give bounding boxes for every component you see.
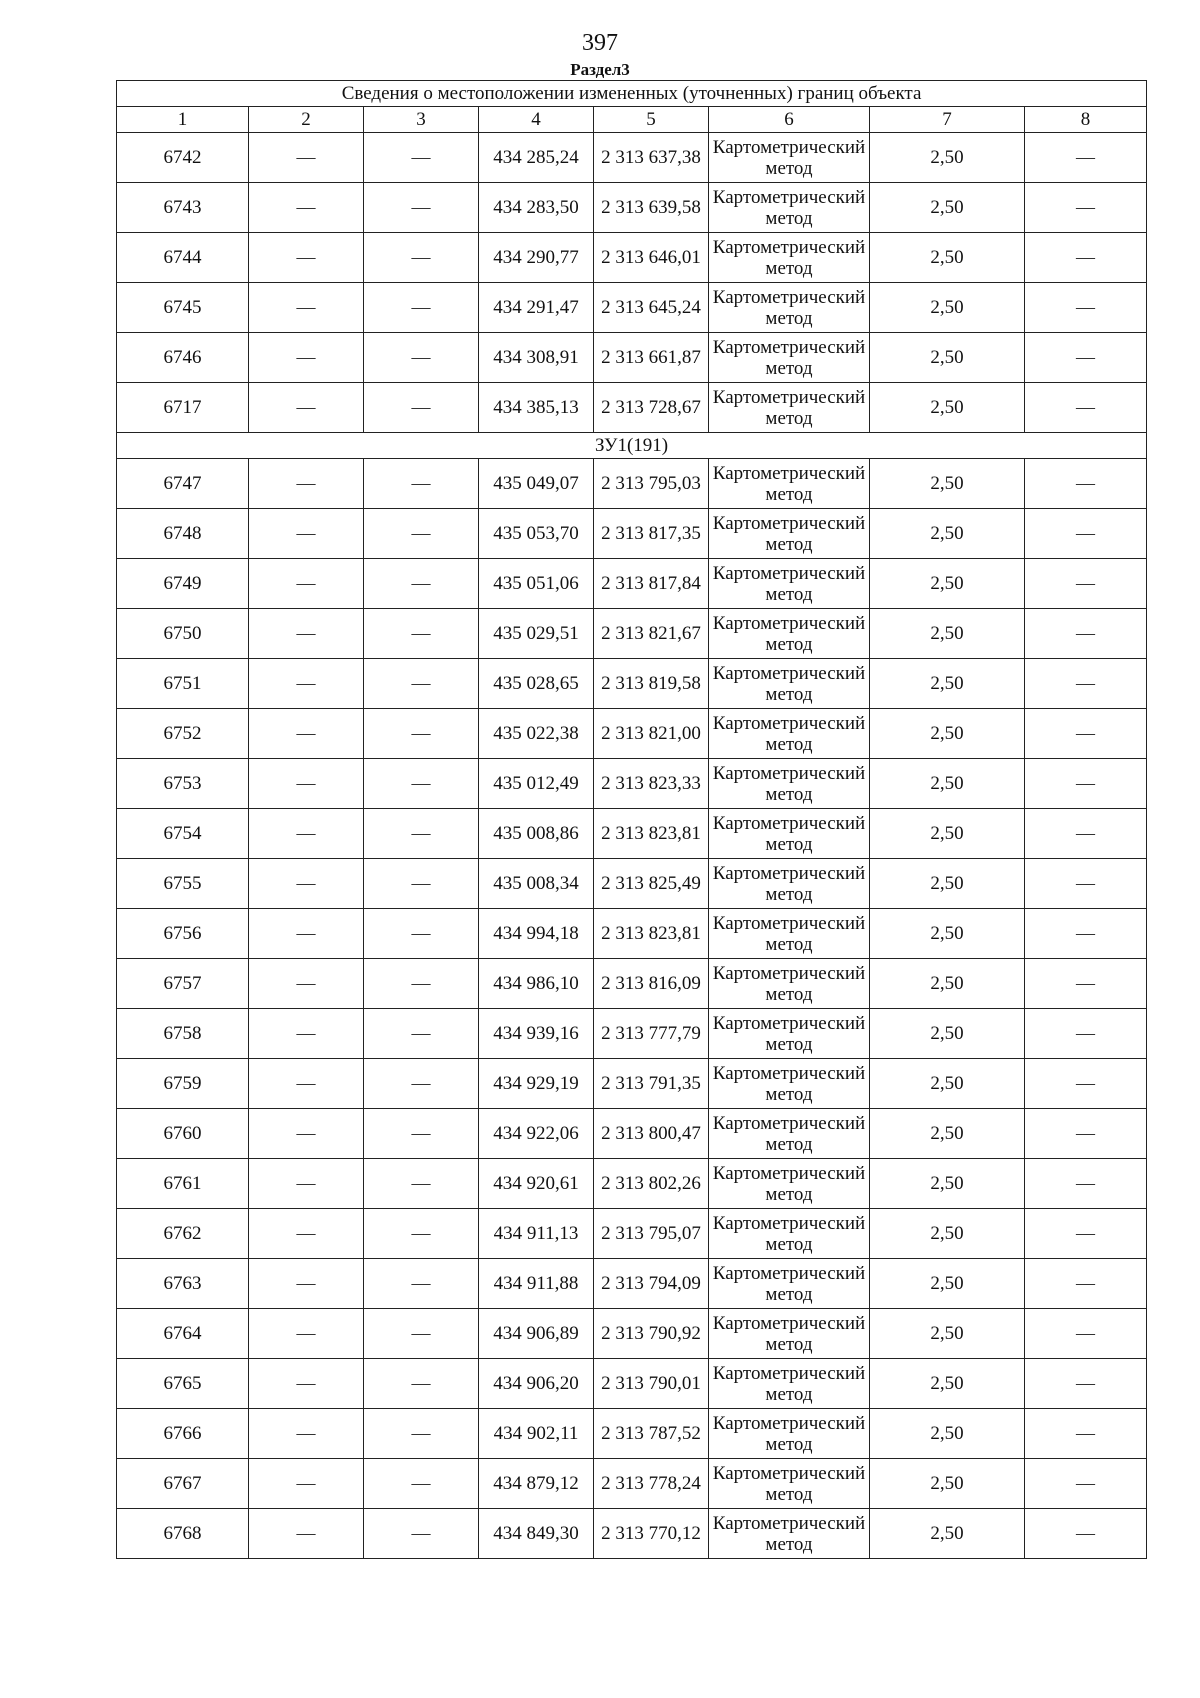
col2-cell: — (249, 559, 364, 609)
col2-cell: — (249, 1109, 364, 1159)
point-number-cell: 6755 (117, 859, 249, 909)
col2-cell: — (249, 1359, 364, 1409)
x-coordinate-cell: 435 028,65 (479, 659, 594, 709)
x-coordinate-cell: 434 994,18 (479, 909, 594, 959)
method-cell: Картометрический метод (709, 1059, 870, 1109)
col3-cell: — (364, 283, 479, 333)
accuracy-cell: 2,50 (870, 333, 1025, 383)
col3-cell: — (364, 383, 479, 433)
col2-cell: — (249, 859, 364, 909)
col8-cell: — (1025, 859, 1147, 909)
boundary-points-table (116, 80, 1147, 1559)
col2-cell: — (249, 1459, 364, 1509)
y-coordinate-cell: 2 313 825,49 (594, 859, 709, 909)
column-number: 3 (364, 107, 479, 133)
accuracy-cell: 2,50 (870, 459, 1025, 509)
method-cell: Картометрический метод (709, 959, 870, 1009)
col8-cell: — (1025, 759, 1147, 809)
y-coordinate-cell: 2 313 791,35 (594, 1059, 709, 1109)
table-row (117, 609, 1147, 659)
accuracy-cell: 2,50 (870, 1159, 1025, 1209)
method-cell: Картометрический метод (709, 1259, 870, 1309)
accuracy-cell: 2,50 (870, 509, 1025, 559)
col3-cell: — (364, 333, 479, 383)
x-coordinate-cell: 434 290,77 (479, 233, 594, 283)
method-cell: Картометрический метод (709, 559, 870, 609)
col2-cell: — (249, 1309, 364, 1359)
col8-cell: — (1025, 283, 1147, 333)
method-cell: Картометрический метод (709, 1009, 870, 1059)
y-coordinate-cell: 2 313 819,58 (594, 659, 709, 709)
col8-cell: — (1025, 709, 1147, 759)
group-row (117, 433, 1147, 459)
method-cell: Картометрический метод (709, 333, 870, 383)
x-coordinate-cell: 434 922,06 (479, 1109, 594, 1159)
y-coordinate-cell: 2 313 802,26 (594, 1159, 709, 1209)
point-number-cell: 6764 (117, 1309, 249, 1359)
x-coordinate-cell: 435 008,86 (479, 809, 594, 859)
point-number-cell: 6762 (117, 1209, 249, 1259)
x-coordinate-cell: 435 029,51 (479, 609, 594, 659)
col3-cell: — (364, 459, 479, 509)
table-row (117, 1459, 1147, 1509)
col8-cell: — (1025, 809, 1147, 859)
table-row (117, 233, 1147, 283)
col8-cell: — (1025, 1009, 1147, 1059)
accuracy-cell: 2,50 (870, 1459, 1025, 1509)
x-coordinate-cell: 434 906,89 (479, 1309, 594, 1359)
point-number-cell: 6742 (117, 133, 249, 183)
col2-cell: — (249, 383, 364, 433)
table-row (117, 383, 1147, 433)
table-row (117, 1309, 1147, 1359)
col3-cell: — (364, 1109, 479, 1159)
point-number-cell: 6754 (117, 809, 249, 859)
table-row (117, 659, 1147, 709)
accuracy-cell: 2,50 (870, 183, 1025, 233)
accuracy-cell: 2,50 (870, 609, 1025, 659)
x-coordinate-cell: 435 053,70 (479, 509, 594, 559)
col2-cell: — (249, 1409, 364, 1459)
column-number: 5 (594, 107, 709, 133)
method-cell: Картометрический метод (709, 1359, 870, 1409)
method-cell: Картометрический метод (709, 283, 870, 333)
col8-cell: — (1025, 333, 1147, 383)
x-coordinate-cell: 434 879,12 (479, 1459, 594, 1509)
point-number-cell: 6747 (117, 459, 249, 509)
col8-cell: — (1025, 1409, 1147, 1459)
point-number-cell: 6758 (117, 1009, 249, 1059)
point-number-cell: 6768 (117, 1509, 249, 1559)
y-coordinate-cell: 2 313 645,24 (594, 283, 709, 333)
point-number-cell: 6756 (117, 909, 249, 959)
x-coordinate-cell: 435 022,38 (479, 709, 594, 759)
table-row (117, 333, 1147, 383)
x-coordinate-cell: 434 385,13 (479, 383, 594, 433)
point-number-cell: 6717 (117, 383, 249, 433)
x-coordinate-cell: 434 939,16 (479, 1009, 594, 1059)
col2-cell: — (249, 809, 364, 859)
accuracy-cell: 2,50 (870, 133, 1025, 183)
x-coordinate-cell: 434 285,24 (479, 133, 594, 183)
table-row (117, 509, 1147, 559)
column-number: 8 (1025, 107, 1147, 133)
method-cell: Картометрический метод (709, 659, 870, 709)
col3-cell: — (364, 133, 479, 183)
accuracy-cell: 2,50 (870, 1309, 1025, 1359)
y-coordinate-cell: 2 313 794,09 (594, 1259, 709, 1309)
accuracy-cell: 2,50 (870, 233, 1025, 283)
y-coordinate-cell: 2 313 777,79 (594, 1009, 709, 1059)
column-number: 1 (117, 107, 249, 133)
col8-cell: — (1025, 659, 1147, 709)
x-coordinate-cell: 435 051,06 (479, 559, 594, 609)
column-number: 4 (479, 107, 594, 133)
col3-cell: — (364, 1359, 479, 1409)
method-cell: Картометрический метод (709, 1159, 870, 1209)
accuracy-cell: 2,50 (870, 659, 1025, 709)
table-row (117, 1209, 1147, 1259)
col8-cell: — (1025, 1159, 1147, 1209)
col3-cell: — (364, 609, 479, 659)
col2-cell: — (249, 609, 364, 659)
table-row (117, 183, 1147, 233)
accuracy-cell: 2,50 (870, 759, 1025, 809)
col8-cell: — (1025, 1109, 1147, 1159)
point-number-cell: 6745 (117, 283, 249, 333)
accuracy-cell: 2,50 (870, 1509, 1025, 1559)
table-row (117, 759, 1147, 809)
col2-cell: — (249, 1159, 364, 1209)
table-row (117, 133, 1147, 183)
accuracy-cell: 2,50 (870, 1259, 1025, 1309)
method-cell: Картометрический метод (709, 509, 870, 559)
col3-cell: — (364, 1059, 479, 1109)
col2-cell: — (249, 959, 364, 1009)
col2-cell: — (249, 459, 364, 509)
y-coordinate-cell: 2 313 646,01 (594, 233, 709, 283)
point-number-cell: 6753 (117, 759, 249, 809)
col8-cell: — (1025, 1059, 1147, 1109)
column-number: 6 (709, 107, 870, 133)
table-row (117, 1359, 1147, 1409)
table-row (117, 859, 1147, 909)
point-number-cell: 6750 (117, 609, 249, 659)
col3-cell: — (364, 1159, 479, 1209)
col2-cell: — (249, 1209, 364, 1259)
col3-cell: — (364, 1209, 479, 1259)
accuracy-cell: 2,50 (870, 809, 1025, 859)
y-coordinate-cell: 2 313 778,24 (594, 1459, 709, 1509)
col2-cell: — (249, 283, 364, 333)
y-coordinate-cell: 2 313 787,52 (594, 1409, 709, 1459)
col8-cell: — (1025, 1359, 1147, 1409)
col8-cell: — (1025, 509, 1147, 559)
accuracy-cell: 2,50 (870, 959, 1025, 1009)
col3-cell: — (364, 709, 479, 759)
accuracy-cell: 2,50 (870, 559, 1025, 609)
x-coordinate-cell: 434 308,91 (479, 333, 594, 383)
col2-cell: — (249, 1509, 364, 1559)
accuracy-cell: 2,50 (870, 283, 1025, 333)
y-coordinate-cell: 2 313 817,35 (594, 509, 709, 559)
col3-cell: — (364, 1259, 479, 1309)
method-cell: Картометрический метод (709, 1309, 870, 1359)
y-coordinate-cell: 2 313 728,67 (594, 383, 709, 433)
point-number-cell: 6744 (117, 233, 249, 283)
method-cell: Картометрический метод (709, 1109, 870, 1159)
y-coordinate-cell: 2 313 821,67 (594, 609, 709, 659)
col3-cell: — (364, 509, 479, 559)
y-coordinate-cell: 2 313 821,00 (594, 709, 709, 759)
col2-cell: — (249, 909, 364, 959)
group-label: ЗУ1(191) (117, 433, 1147, 459)
col2-cell: — (249, 133, 364, 183)
point-number-cell: 6767 (117, 1459, 249, 1509)
col2-cell: — (249, 1259, 364, 1309)
col8-cell: — (1025, 1309, 1147, 1359)
point-number-cell: 6751 (117, 659, 249, 709)
table-body (117, 133, 1147, 1559)
col8-cell: — (1025, 1509, 1147, 1559)
table-row (117, 559, 1147, 609)
method-cell: Картометрический метод (709, 1509, 870, 1559)
x-coordinate-cell: 434 920,61 (479, 1159, 594, 1209)
x-coordinate-cell: 434 929,19 (479, 1059, 594, 1109)
accuracy-cell: 2,50 (870, 1359, 1025, 1409)
accuracy-cell: 2,50 (870, 383, 1025, 433)
accuracy-cell: 2,50 (870, 909, 1025, 959)
col2-cell: — (249, 333, 364, 383)
col3-cell: — (364, 1509, 479, 1559)
table-row (117, 459, 1147, 509)
accuracy-cell: 2,50 (870, 1009, 1025, 1059)
x-coordinate-cell: 435 012,49 (479, 759, 594, 809)
table-row (117, 1409, 1147, 1459)
y-coordinate-cell: 2 313 637,38 (594, 133, 709, 183)
table-row (117, 909, 1147, 959)
point-number-cell: 6748 (117, 509, 249, 559)
col8-cell: — (1025, 1259, 1147, 1309)
method-cell: Картометрический метод (709, 1409, 870, 1459)
col2-cell: — (249, 659, 364, 709)
y-coordinate-cell: 2 313 639,58 (594, 183, 709, 233)
accuracy-cell: 2,50 (870, 709, 1025, 759)
point-number-cell: 6746 (117, 333, 249, 383)
col3-cell: — (364, 959, 479, 1009)
method-cell: Картометрический метод (709, 759, 870, 809)
table-row (117, 1259, 1147, 1309)
col8-cell: — (1025, 1459, 1147, 1509)
point-number-cell: 6766 (117, 1409, 249, 1459)
method-cell: Картометрический метод (709, 233, 870, 283)
method-cell: Картометрический метод (709, 459, 870, 509)
y-coordinate-cell: 2 313 790,92 (594, 1309, 709, 1359)
method-cell: Картометрический метод (709, 909, 870, 959)
col8-cell: — (1025, 233, 1147, 283)
table-row (117, 283, 1147, 333)
column-number: 2 (249, 107, 364, 133)
y-coordinate-cell: 2 313 823,81 (594, 809, 709, 859)
col2-cell: — (249, 709, 364, 759)
table-row (117, 809, 1147, 859)
point-number-cell: 6760 (117, 1109, 249, 1159)
x-coordinate-cell: 435 049,07 (479, 459, 594, 509)
col8-cell: — (1025, 609, 1147, 659)
col8-cell: — (1025, 559, 1147, 609)
method-cell: Картометрический метод (709, 133, 870, 183)
col3-cell: — (364, 1459, 479, 1509)
y-coordinate-cell: 2 313 795,07 (594, 1209, 709, 1259)
accuracy-cell: 2,50 (870, 1209, 1025, 1259)
column-number-row (117, 107, 1147, 133)
y-coordinate-cell: 2 313 823,33 (594, 759, 709, 809)
x-coordinate-cell: 434 911,88 (479, 1259, 594, 1309)
col8-cell: — (1025, 909, 1147, 959)
point-number-cell: 6757 (117, 959, 249, 1009)
method-cell: Картометрический метод (709, 609, 870, 659)
col2-cell: — (249, 759, 364, 809)
col3-cell: — (364, 759, 479, 809)
table-row (117, 1059, 1147, 1109)
method-cell: Картометрический метод (709, 1459, 870, 1509)
accuracy-cell: 2,50 (870, 1059, 1025, 1109)
x-coordinate-cell: 434 902,11 (479, 1409, 594, 1459)
method-cell: Картометрический метод (709, 859, 870, 909)
point-number-cell: 6763 (117, 1259, 249, 1309)
x-coordinate-cell: 434 911,13 (479, 1209, 594, 1259)
y-coordinate-cell: 2 313 823,81 (594, 909, 709, 959)
col3-cell: — (364, 183, 479, 233)
method-cell: Картометрический метод (709, 709, 870, 759)
table-row (117, 1009, 1147, 1059)
col3-cell: — (364, 809, 479, 859)
table-row (117, 1109, 1147, 1159)
col3-cell: — (364, 559, 479, 609)
col2-cell: — (249, 183, 364, 233)
col3-cell: — (364, 233, 479, 283)
y-coordinate-cell: 2 313 795,03 (594, 459, 709, 509)
col3-cell: — (364, 909, 479, 959)
col2-cell: — (249, 509, 364, 559)
table-caption: Сведения о местоположении измененных (уточненных) границ объекта (117, 81, 1147, 107)
col8-cell: — (1025, 183, 1147, 233)
y-coordinate-cell: 2 313 816,09 (594, 959, 709, 1009)
table-row (117, 1159, 1147, 1209)
page-number: 397 (582, 30, 618, 56)
method-cell: Картометрический метод (709, 183, 870, 233)
col8-cell: — (1025, 133, 1147, 183)
col3-cell: — (364, 659, 479, 709)
x-coordinate-cell: 434 986,10 (479, 959, 594, 1009)
section-title: Раздел3 (570, 60, 630, 79)
column-number: 7 (870, 107, 1025, 133)
col3-cell: — (364, 1309, 479, 1359)
table-row (117, 1509, 1147, 1559)
x-coordinate-cell: 435 008,34 (479, 859, 594, 909)
y-coordinate-cell: 2 313 661,87 (594, 333, 709, 383)
accuracy-cell: 2,50 (870, 1409, 1025, 1459)
point-number-cell: 6752 (117, 709, 249, 759)
point-number-cell: 6743 (117, 183, 249, 233)
col8-cell: — (1025, 459, 1147, 509)
x-coordinate-cell: 434 283,50 (479, 183, 594, 233)
col2-cell: — (249, 1009, 364, 1059)
col3-cell: — (364, 1409, 479, 1459)
col8-cell: — (1025, 959, 1147, 1009)
point-number-cell: 6761 (117, 1159, 249, 1209)
col2-cell: — (249, 1059, 364, 1109)
method-cell: Картометрический метод (709, 1209, 870, 1259)
point-number-cell: 6759 (117, 1059, 249, 1109)
y-coordinate-cell: 2 313 800,47 (594, 1109, 709, 1159)
col2-cell: — (249, 233, 364, 283)
x-coordinate-cell: 434 849,30 (479, 1509, 594, 1559)
table-row (117, 709, 1147, 759)
method-cell: Картометрический метод (709, 809, 870, 859)
col3-cell: — (364, 1009, 479, 1059)
accuracy-cell: 2,50 (870, 859, 1025, 909)
col8-cell: — (1025, 383, 1147, 433)
x-coordinate-cell: 434 291,47 (479, 283, 594, 333)
col8-cell: — (1025, 1209, 1147, 1259)
accuracy-cell: 2,50 (870, 1109, 1025, 1159)
x-coordinate-cell: 434 906,20 (479, 1359, 594, 1409)
table-row (117, 959, 1147, 1009)
point-number-cell: 6749 (117, 559, 249, 609)
y-coordinate-cell: 2 313 770,12 (594, 1509, 709, 1559)
method-cell: Картометрический метод (709, 383, 870, 433)
y-coordinate-cell: 2 313 790,01 (594, 1359, 709, 1409)
point-number-cell: 6765 (117, 1359, 249, 1409)
col3-cell: — (364, 859, 479, 909)
y-coordinate-cell: 2 313 817,84 (594, 559, 709, 609)
